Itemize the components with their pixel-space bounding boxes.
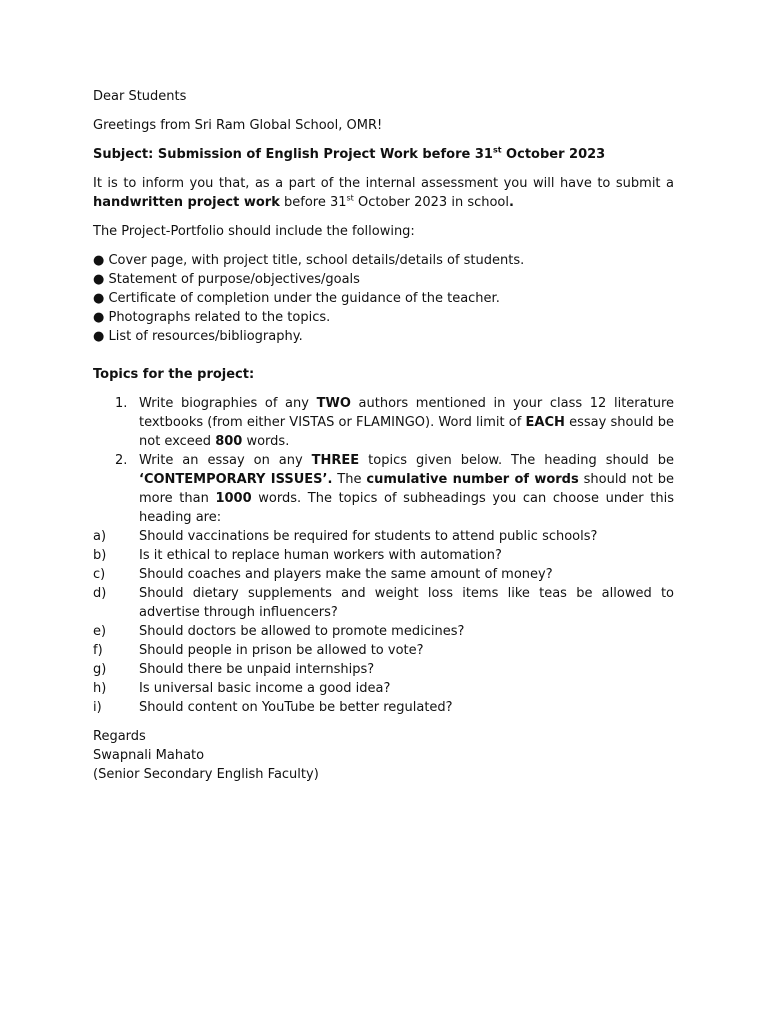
portfolio-heading: The Project-Portfolio should include the following: — [93, 224, 415, 239]
subject-label: Subject: Submission of English Project Work before 31 — [93, 147, 493, 162]
topic-item-2 — [93, 451, 674, 527]
subtopic-text: Should content on YouTube be better regulated? — [139, 700, 453, 715]
subtopic-text: Should people in prison be allowed to vote? — [139, 643, 424, 658]
subtopic-marker: i) — [93, 700, 102, 715]
topics-heading — [93, 365, 674, 384]
subtopic-marker: b) — [93, 548, 107, 563]
intro-paragraph — [93, 174, 674, 212]
topic-text: Write biographies of any — [139, 396, 317, 411]
subtopic-text: Is it ethical to replace human workers with automation? — [139, 548, 502, 563]
topic-bold: TWO — [316, 396, 351, 411]
subtopic-marker: g) — [93, 662, 107, 677]
topic-bold: EACH — [525, 415, 565, 430]
subtopic-text: Should there be unpaid internships? — [139, 662, 375, 677]
topic-bold: 800 — [215, 434, 243, 449]
subtopic-text: Is universal basic income a good idea? — [139, 681, 391, 696]
intro-period: . — [509, 195, 514, 210]
subtopic-item — [93, 698, 674, 717]
salutation: Dear Students — [93, 89, 187, 104]
topic-text: essay should be not exceed — [139, 415, 674, 449]
subtopic-item — [93, 527, 674, 546]
subtopic-item — [93, 622, 674, 641]
subtopic-item — [93, 660, 674, 679]
subtopic-item — [93, 565, 674, 584]
subtopic-marker: d) — [93, 586, 107, 601]
portfolio-item: ● Photographs related to the topics. — [93, 310, 331, 325]
subtopic-text: Should vaccinations be required for students to attend public schools? — [139, 529, 598, 544]
topic-text: The — [332, 472, 367, 487]
topic-bold: 1000 — [215, 491, 252, 506]
subject-line — [93, 145, 674, 164]
subtopic-marker: h) — [93, 681, 107, 696]
intro-bold-1: handwritten project work — [93, 195, 280, 210]
subtopic-item — [93, 584, 674, 622]
subtopic-item — [93, 679, 674, 698]
portfolio-item: ● List of resources/bibliography. — [93, 329, 303, 344]
topic-item-1 — [93, 394, 674, 451]
subtopic-text: Should doctors be allowed to promote medicines? — [139, 624, 465, 639]
signatory-name: Swapnali Mahato — [93, 748, 205, 763]
portfolio-item: ● Cover page, with project title, school details/details of students. — [93, 253, 525, 268]
topics-heading-text: Topics for the project: — [93, 367, 255, 382]
portfolio-item: ● Certificate of completion under the guidance of the teacher. — [93, 291, 500, 306]
topic-text: should not be more than — [139, 472, 675, 506]
topic-text: words. — [242, 434, 290, 449]
intro-text-2: before 31 — [279, 195, 347, 210]
topic-text: topics given below. The heading should be — [359, 453, 675, 468]
topic-text: words. The topics of subheadings you can choose under this heading are: — [139, 491, 674, 525]
subtopic-item — [93, 641, 674, 660]
portfolio-item: ● Statement of purpose/objectives/goals — [93, 272, 360, 287]
topic-bold: cumulative number of words — [366, 472, 579, 487]
subtopic-marker: f) — [93, 643, 103, 658]
intro-superscript: st — [346, 193, 354, 203]
topic-text: Write an essay on any — [139, 453, 312, 468]
subtopic-marker: e) — [93, 624, 107, 639]
topic-marker: 2. — [115, 453, 128, 468]
subtopic-item — [93, 546, 674, 565]
subject-superscript: st — [492, 145, 502, 155]
subtopic-marker: a) — [93, 529, 107, 544]
topics-list — [93, 394, 674, 717]
intro-text-1: It is to inform you that, as a part of the internal assessment you will have to submit a — [93, 176, 674, 191]
topic-bold: THREE — [311, 453, 360, 468]
topic-marker: 1. — [115, 396, 128, 411]
subtopic-text: Should dietary supplements and weight loss items like teas be allowed to advertise through influencers? — [139, 586, 674, 620]
subtopic-text: Should coaches and players make the same amount of money? — [139, 567, 553, 582]
subtopic-marker: c) — [93, 567, 106, 582]
intro-text-3: October 2023 in school — [353, 195, 509, 210]
topic-bold: ‘CONTEMPORARY ISSUES’. — [139, 472, 333, 487]
letter-page — [93, 87, 674, 784]
signatory-title: (Senior Secondary English Faculty) — [93, 767, 319, 782]
topic-text: authors mentioned in your class 12 literature textbooks (from either VISTAS or FLAMINGO). Word limit of — [139, 396, 674, 430]
greeting-line: Greetings from Sri Ram Global School, OMR! — [93, 118, 383, 133]
portfolio-list — [93, 251, 674, 346]
closing: Regards — [93, 729, 146, 744]
subject-rest: October 2023 — [501, 147, 606, 162]
